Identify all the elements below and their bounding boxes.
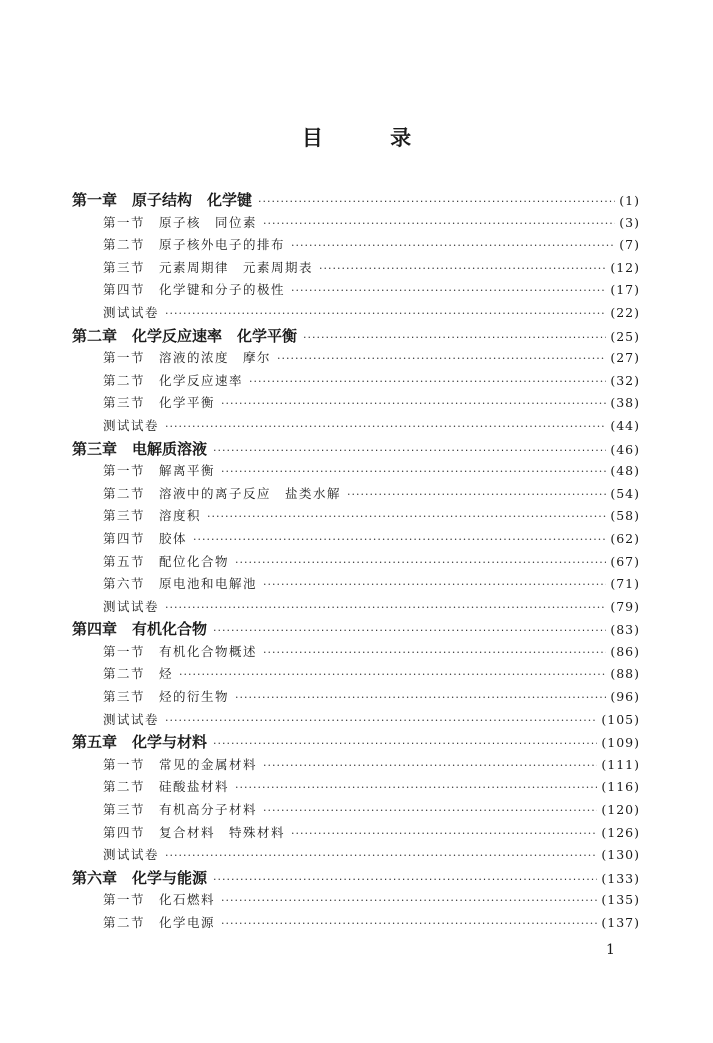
toc-chapter-row xyxy=(72,731,640,754)
toc-chapter-row xyxy=(72,325,640,348)
toc-entry-page: (86) xyxy=(610,643,640,659)
toc-section-row xyxy=(72,483,640,506)
page-title: 目 录 xyxy=(301,126,442,150)
toc-entry-title: 第一节 有机化合物概述 xyxy=(103,643,258,659)
dot-leader xyxy=(221,913,597,936)
toc-section-row xyxy=(72,889,640,912)
toc-section-row xyxy=(72,709,640,732)
toc-entry-page: (48) xyxy=(610,463,640,479)
toc-entry-title: 第三节 溶度积 xyxy=(103,508,202,524)
dot-leader xyxy=(291,280,606,303)
dot-leader xyxy=(221,461,606,484)
toc-section-row xyxy=(72,279,640,302)
toc-entry-page: (3) xyxy=(619,214,640,230)
dot-leader xyxy=(291,823,597,846)
toc-section-row xyxy=(72,234,640,257)
toc-section-row xyxy=(72,596,640,619)
toc-entry-title: 第二节 原子核外电子的排布 xyxy=(103,237,286,253)
dot-leader xyxy=(213,440,606,463)
toc-entry-page: (7) xyxy=(619,237,640,253)
dot-leader xyxy=(235,777,597,800)
toc-entry-title: 测试试卷 xyxy=(103,304,160,320)
toc-chapter-row xyxy=(72,189,640,212)
toc-section-row xyxy=(72,551,640,574)
toc-section-row xyxy=(72,347,640,370)
toc-entry-title: 第一节 化石燃料 xyxy=(103,892,216,908)
toc-entry-title: 第五章 化学与材料 xyxy=(72,733,208,752)
dot-leader xyxy=(303,327,606,350)
toc-entry-title: 第三节 元素周期律 元素周期表 xyxy=(103,259,314,275)
toc-section-row xyxy=(72,822,640,845)
dot-leader xyxy=(213,869,597,892)
dot-leader xyxy=(258,191,615,214)
toc-entry-page: (12) xyxy=(610,259,640,275)
toc-entry-title: 第四节 化学键和分子的极性 xyxy=(103,282,286,298)
dot-leader xyxy=(263,800,597,823)
toc-section-row xyxy=(72,663,640,686)
toc-entry-page: (62) xyxy=(610,530,640,546)
dot-leader xyxy=(277,348,606,371)
toc-section-row xyxy=(72,686,640,709)
toc-entry-page: (96) xyxy=(610,689,640,705)
toc-entry-title: 第二节 烃 xyxy=(103,666,174,682)
toc-entry-page: (111) xyxy=(601,756,640,772)
toc-chapter-row xyxy=(72,438,640,461)
toc-entry-page: (83) xyxy=(610,622,640,638)
dot-leader xyxy=(263,213,615,236)
toc-entry-title: 第一章 原子结构 化学键 xyxy=(72,191,253,209)
dot-leader xyxy=(347,484,606,507)
toc-entry-title: 第一节 原子核 同位素 xyxy=(103,214,258,230)
toc-section-row xyxy=(72,528,640,551)
toc-section-row xyxy=(72,302,640,325)
dot-leader xyxy=(165,710,597,733)
dot-leader xyxy=(165,303,606,326)
toc-entry-page: (22) xyxy=(610,304,640,320)
toc-entry-page: (58) xyxy=(610,508,640,524)
toc-section-row xyxy=(72,754,640,777)
toc-entry-title: 第三章 电解质溶液 xyxy=(72,439,208,458)
dot-leader xyxy=(213,620,606,643)
toc-section-row xyxy=(72,460,640,483)
toc-entry-title: 第六节 原电池和电解池 xyxy=(103,576,258,592)
toc-entry-page: (25) xyxy=(610,328,640,344)
toc-entry-title: 第六章 化学与能源 xyxy=(72,868,208,887)
toc-section-row xyxy=(72,799,640,822)
toc-entry-page: (32) xyxy=(610,372,640,388)
toc-entry-title: 第五节 配位化合物 xyxy=(103,553,230,569)
toc-entry-title: 第三节 烃的衍生物 xyxy=(103,689,230,705)
toc-section-row xyxy=(72,212,640,235)
dot-leader xyxy=(165,416,606,439)
dot-leader xyxy=(249,371,606,394)
toc-section-row xyxy=(72,776,640,799)
dot-leader xyxy=(291,235,615,258)
dot-leader xyxy=(235,552,606,575)
toc-entry-page: (135) xyxy=(601,892,640,908)
toc-entry-title: 第一节 溶液的浓度 摩尔 xyxy=(103,350,272,366)
toc-entry-title: 第四节 胶体 xyxy=(103,530,188,546)
dot-leader xyxy=(193,529,606,552)
dot-leader xyxy=(221,890,597,913)
toc-section-row xyxy=(72,641,640,664)
toc-entry-page: (44) xyxy=(610,417,640,433)
dot-leader xyxy=(213,733,597,756)
toc-entry-title: 测试试卷 xyxy=(103,711,160,727)
toc-section-row xyxy=(72,257,640,280)
toc-entry-page: (79) xyxy=(610,598,640,614)
toc-entry-title: 第二节 化学电源 xyxy=(103,915,216,930)
dot-leader xyxy=(263,642,606,665)
toc-entry-title: 测试试卷 xyxy=(103,598,160,614)
toc-entry-page: (116) xyxy=(601,779,640,795)
dot-leader xyxy=(235,687,606,710)
toc-entry-page: (71) xyxy=(610,576,640,592)
toc-section-row xyxy=(72,844,640,867)
toc-entry-page: (88) xyxy=(610,666,640,682)
toc-section-row xyxy=(72,370,640,393)
toc-entry-title: 测试试卷 xyxy=(103,847,160,863)
toc-section-row xyxy=(72,392,640,415)
dot-leader xyxy=(207,506,606,529)
toc-section-row xyxy=(72,912,640,935)
toc-entry-page: (109) xyxy=(601,735,640,751)
toc-entry-page: (46) xyxy=(610,441,640,457)
toc-entry-title: 第四节 复合材料 特殊材料 xyxy=(103,824,286,840)
toc-entry-page: (17) xyxy=(610,282,640,298)
toc-entry-page: (38) xyxy=(610,395,640,411)
toc-entry-page: (1) xyxy=(619,193,640,208)
toc-entry-page: (126) xyxy=(601,824,640,840)
toc-entry-page: (67) xyxy=(610,553,640,569)
toc-entry-page: (130) xyxy=(601,847,640,863)
toc-entry-page: (137) xyxy=(601,915,640,930)
toc-entry-title: 第二章 化学反应速率 化学平衡 xyxy=(72,326,298,345)
toc-entry-page: (105) xyxy=(601,711,640,727)
toc-entry-page: (120) xyxy=(601,802,640,818)
toc-entry-title: 测试试卷 xyxy=(103,417,160,433)
page-number: 1 xyxy=(606,942,615,958)
dot-leader xyxy=(263,574,606,597)
toc-entry-page: (27) xyxy=(610,350,640,366)
toc-section-row xyxy=(72,505,640,528)
table-of-contents xyxy=(72,189,640,935)
toc-entry-title: 第一节 常见的金属材料 xyxy=(103,756,258,772)
toc-entry-title: 第一节 解离平衡 xyxy=(103,463,216,479)
toc-section-row xyxy=(72,415,640,438)
toc-entry-title: 第三节 化学平衡 xyxy=(103,395,216,411)
toc-entry-title: 第二节 溶液中的离子反应 盐类水解 xyxy=(103,485,342,501)
dot-leader xyxy=(221,393,606,416)
toc-chapter-row xyxy=(72,618,640,641)
toc-chapter-row xyxy=(72,867,640,890)
toc-entry-title: 第二节 硅酸盐材料 xyxy=(103,779,230,795)
toc-entry-title: 第二节 化学反应速率 xyxy=(103,372,244,388)
toc-entry-page: (54) xyxy=(610,485,640,501)
toc-section-row xyxy=(72,573,640,596)
dot-leader xyxy=(165,597,606,620)
toc-entry-title: 第三节 有机高分子材料 xyxy=(103,802,258,818)
toc-entry-page: (133) xyxy=(601,870,640,886)
toc-entry-title: 第四章 有机化合物 xyxy=(72,620,208,639)
dot-leader xyxy=(165,845,597,868)
dot-leader xyxy=(263,755,597,778)
dot-leader xyxy=(179,664,606,687)
dot-leader xyxy=(319,258,606,281)
